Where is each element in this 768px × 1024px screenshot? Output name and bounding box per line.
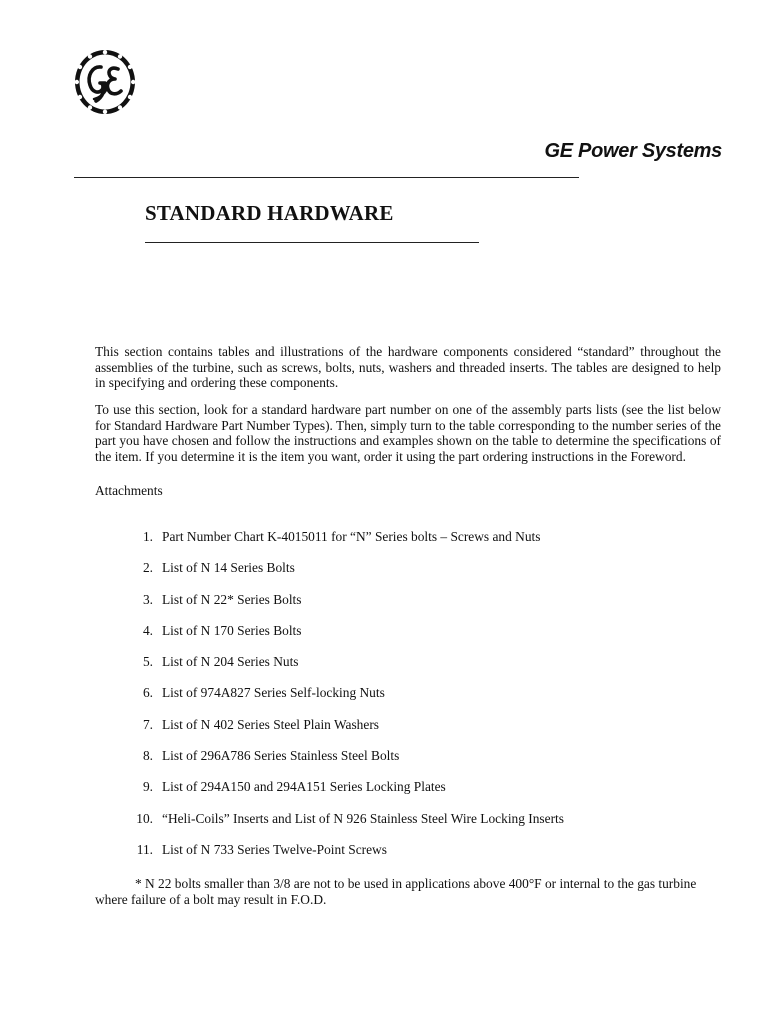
list-item-text: List of N 733 Series Twelve-Point Screws — [162, 841, 387, 857]
list-item — [95, 623, 721, 654]
list-item-number: 1. — [142, 529, 153, 544]
intro-paragraph: This section contains tables and illustrations of the hardware components considered “standard” throughout the assemblies of the turbine, such as screws, bolts, nuts, washers and threaded inserts. The tables are designed to help in specifying and ordering these components. — [95, 344, 721, 391]
list-item — [95, 560, 721, 591]
list-item — [95, 685, 721, 716]
list-item-number: 4. — [142, 622, 153, 638]
list-item-text: List of N 204 Series Nuts — [162, 654, 299, 670]
list-item-number: 3. — [142, 591, 153, 607]
attachments-heading: Attachments — [95, 483, 163, 498]
list-item — [95, 654, 721, 685]
list-item — [95, 717, 721, 748]
list-item — [95, 529, 721, 560]
list-item-number: 10. — [136, 810, 153, 826]
attachments-list — [95, 529, 721, 873]
footnote: * N 22 bolts smaller than 3/8 are not to be used in applications above 400°F or internal to the gas turbine where failure of a bolt may result in F.O.D. — [95, 876, 697, 907]
list-item — [95, 748, 721, 779]
page-title: STANDARD HARDWARE — [145, 201, 394, 225]
list-item-number: 8. — [142, 748, 153, 764]
list-item-number: 5. — [142, 654, 153, 670]
list-item-text: List of N 14 Series Bolts — [162, 560, 295, 576]
ge-monogram-icon — [74, 49, 136, 115]
list-item-text: List of N 170 Series Bolts — [162, 622, 302, 638]
list-item — [95, 779, 721, 810]
list-item-text: List of N 22* Series Bolts — [162, 591, 302, 607]
company-name: GE Power Systems — [544, 140, 722, 162]
list-item — [95, 842, 721, 873]
list-item-text: “Heli-Coils” Inserts and List of N 926 Stainless Steel Wire Locking Inserts — [162, 810, 564, 826]
list-item-number: 7. — [142, 716, 153, 732]
title-underline — [145, 242, 479, 243]
list-item-number: 9. — [142, 779, 153, 795]
ge-logo — [74, 49, 136, 115]
list-item-text: Part Number Chart K-4015011 for “N” Series bolts – Screws and Nuts — [162, 529, 541, 544]
list-item-number: 11. — [136, 841, 153, 857]
header-rule — [74, 177, 579, 178]
list-item-text: List of N 402 Series Steel Plain Washers — [162, 716, 379, 732]
list-item-text: List of 294A150 and 294A151 Series Locking Plates — [162, 779, 446, 795]
list-item-text: List of 296A786 Series Stainless Steel Bolts — [162, 748, 400, 764]
list-item-number: 6. — [142, 685, 153, 701]
list-item — [95, 811, 721, 842]
list-item-number: 2. — [142, 560, 153, 576]
instructions-paragraph: To use this section, look for a standard hardware part number on one of the assembly parts lists (see the list below for Standard Hardware Part Number Types). Then, simply turn to the table corresponding to the number series of the part you have chosen and follow the instructions and examples shown on the table to determine the specifications of the item. If you determine it is the item you want, order it using the part ordering instructions in the Foreword. — [95, 402, 721, 464]
list-item — [95, 592, 721, 623]
list-item-text: List of 974A827 Series Self-locking Nuts — [162, 685, 385, 701]
